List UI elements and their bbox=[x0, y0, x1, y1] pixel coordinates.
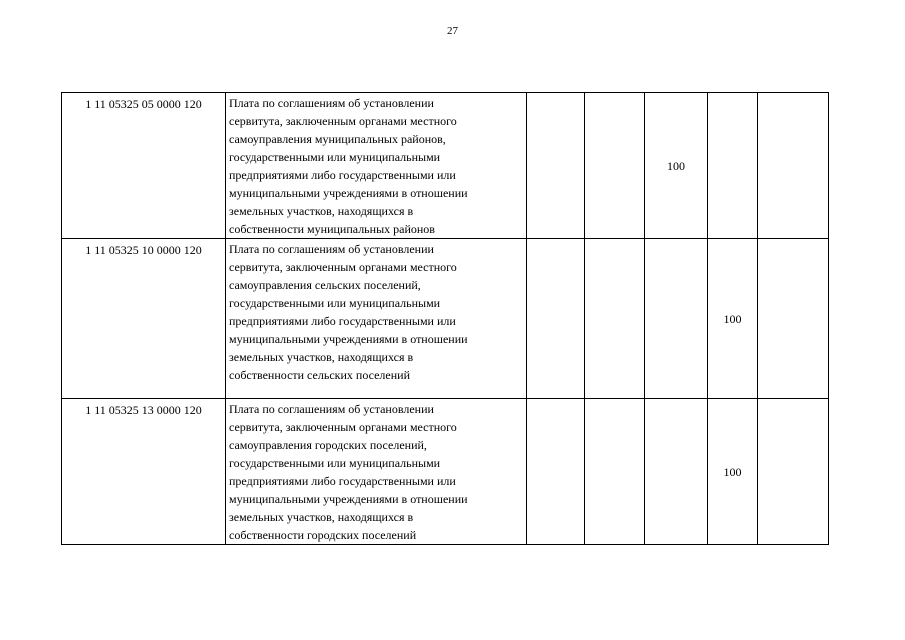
description-line: собственности сельских поселений bbox=[229, 368, 410, 382]
description-line: сервитута, заключенным органами местного bbox=[229, 420, 457, 434]
description-line: предприятиями либо государственными или bbox=[229, 474, 456, 488]
revenue-code-cell: 1 11 05325 10 0000 120 bbox=[62, 239, 226, 399]
value-cell bbox=[585, 239, 645, 399]
value-cell bbox=[708, 93, 758, 239]
value-cell: 100 bbox=[645, 93, 708, 239]
value-cell bbox=[645, 239, 708, 399]
description-line: муниципальными учреждениями в отношении bbox=[229, 186, 468, 200]
page-number: 27 bbox=[447, 25, 458, 37]
description-line: предприятиями либо государственными или bbox=[229, 168, 456, 182]
description-line: собственности муниципальных районов bbox=[229, 222, 435, 236]
description-line: собственности городских поселений bbox=[229, 528, 417, 542]
revenue-code-cell: 1 11 05325 05 0000 120 bbox=[62, 93, 226, 239]
value-cell: 100 bbox=[708, 399, 758, 545]
value-cell bbox=[758, 399, 829, 545]
description-line: муниципальными учреждениями в отношении bbox=[229, 332, 468, 346]
description-line: Плата по соглашениям об установлении bbox=[229, 402, 434, 416]
value-cell bbox=[585, 399, 645, 545]
description-line: государственными или муниципальными bbox=[229, 296, 441, 310]
description-line: государственными или муниципальными bbox=[229, 456, 441, 470]
value-cell bbox=[758, 93, 829, 239]
value-cell bbox=[527, 239, 585, 399]
description-line: муниципальными учреждениями в отношении bbox=[229, 492, 468, 506]
value-cell bbox=[527, 399, 585, 545]
description-line: земельных участков, находящихся в bbox=[229, 204, 414, 218]
value-cell bbox=[645, 399, 708, 545]
value-cell bbox=[585, 93, 645, 239]
revenue-code-table bbox=[61, 92, 829, 545]
revenue-description-cell bbox=[226, 239, 527, 399]
description-line: земельных участков, находящихся в bbox=[229, 350, 414, 364]
value-cell bbox=[527, 93, 585, 239]
revenue-code-cell: 1 11 05325 13 0000 120 bbox=[62, 399, 226, 545]
value-cell bbox=[758, 239, 829, 399]
value-cell: 100 bbox=[708, 239, 758, 399]
description-line: Плата по соглашениям об установлении bbox=[229, 96, 434, 110]
table-row bbox=[62, 93, 829, 239]
description-line: государственными или муниципальными bbox=[229, 150, 441, 164]
description-line: самоуправления сельских поселений, bbox=[229, 278, 421, 292]
description-line: Плата по соглашениям об установлении bbox=[229, 242, 434, 256]
description-line: сервитута, заключенным органами местного bbox=[229, 114, 457, 128]
description-line: сервитута, заключенным органами местного bbox=[229, 260, 457, 274]
description-line: самоуправления городских поселений, bbox=[229, 438, 427, 452]
revenue-description-cell bbox=[226, 399, 527, 545]
revenue-description-cell bbox=[226, 93, 527, 239]
description-line: предприятиями либо государственными или bbox=[229, 314, 456, 328]
description-line: земельных участков, находящихся в bbox=[229, 510, 414, 524]
table-row bbox=[62, 239, 829, 399]
table-row bbox=[62, 399, 829, 545]
description-line: самоуправления муниципальных районов, bbox=[229, 132, 446, 146]
